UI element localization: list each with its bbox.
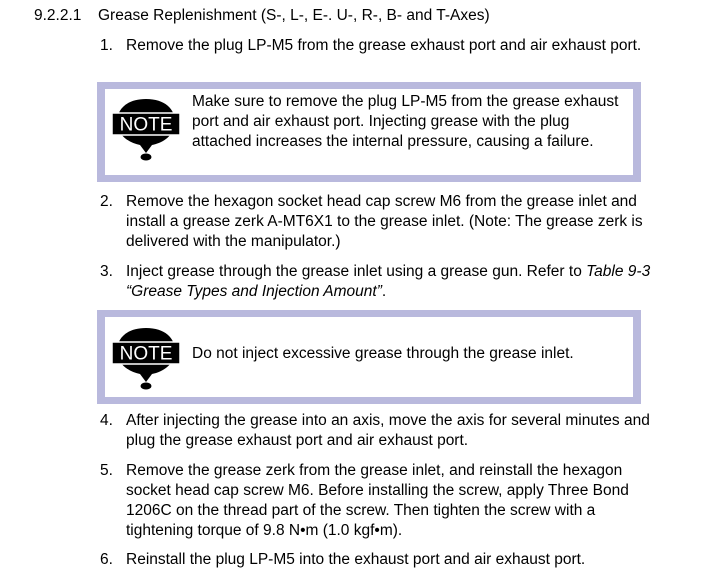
note-text: Make sure to remove the plug LP-M5 from the grease exhaust port and air exhaust port. Injecting grease with the plug attached increases the internal pressure, causing a failure. (192, 93, 619, 150)
step-text: Reinstall the plug LP-M5 into the exhaust port and air exhaust port. (126, 551, 586, 568)
section-title: Grease Replenishment (S-, L-, E-. U-, R-, B- and T-Axes) (98, 7, 490, 24)
step-text: Remove the grease zerk from the grease inlet, and reinstall the hexagon socket head cap screw M6. Before installing the screw, apply Three Bond 1206C on the thread part of the screw. Then tighten the screw with a tightening torque of 9.8 N•m (1.0 kgf•m). (126, 462, 629, 539)
step-number: 4. (100, 412, 113, 429)
step-item (100, 550, 660, 570)
step-number: 1. (100, 37, 113, 54)
table-reference-link[interactable]: Table 9-3 “Grease Types and Injection Amount” (126, 263, 651, 300)
note-icon (111, 97, 181, 161)
step-text: After injecting the grease into an axis, move the axis for several minutes and plug the grease exhaust port and air exhaust port. (126, 412, 650, 449)
step-text: Remove the plug LP-M5 from the grease exhaust port and air exhaust port. (126, 37, 642, 54)
note-icon (111, 326, 181, 390)
note-box (97, 310, 641, 404)
step-item (100, 411, 660, 451)
note-box (97, 82, 641, 182)
step-number: 6. (100, 551, 113, 568)
step-text (126, 262, 660, 302)
step-item (100, 192, 660, 252)
step-text-part: Inject grease through the grease inlet using a grease gun. Refer to (126, 263, 587, 280)
step-number: 3. (100, 263, 113, 280)
step-item (100, 36, 660, 56)
step-number: 2. (100, 193, 113, 210)
step-number: 5. (100, 462, 113, 479)
step-text: Remove the hexagon socket head cap screw M6 from the grease inlet and install a grease zerk A-MT6X1 to the grease inlet. (Note: The grease zerk is delivered with the manipulator.) (126, 193, 643, 250)
note-text: Do not inject excessive grease through the grease inlet. (192, 345, 574, 362)
note-label: NOTE (119, 343, 173, 365)
step-item (100, 262, 660, 302)
section-number: 9.2.2.1 (34, 7, 82, 24)
step-item (100, 461, 660, 541)
step-text-part: . (381, 283, 387, 300)
note-label: NOTE (119, 114, 173, 136)
section-heading (34, 6, 490, 26)
